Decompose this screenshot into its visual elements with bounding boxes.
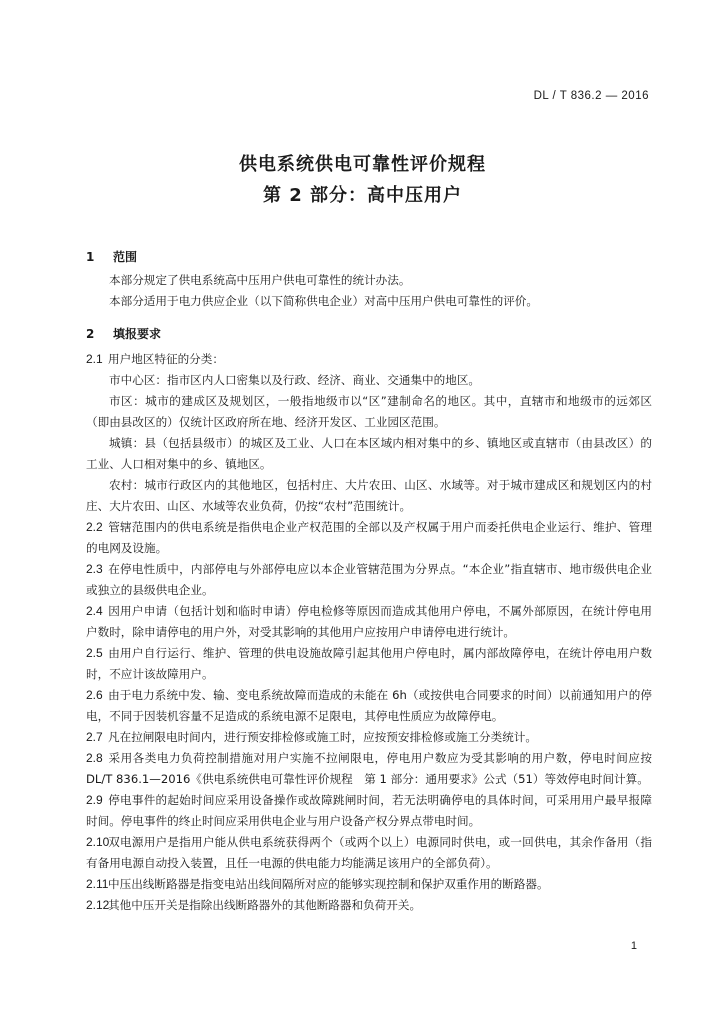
clause-subparagraph: 农村：城市行政区内的其他地区，包括村庄、大片农田、山区、水域等。对于城市建成区和规划区内的村庄、大片农田、山区、水域等农业负荷，仍按“农村”范围统计。	[86, 478, 652, 513]
document-subtitle: 第 2 部分：高中压用户	[262, 185, 463, 206]
clause-number: 2.7	[86, 730, 103, 744]
clause-text: 在停电性质中，内部停电与外部停电应以本企业管辖范围为分界点。“本企业”指直辖市、地市级供电企业或独立的县级供电企业。	[86, 562, 652, 597]
clause-number: 2.4	[86, 604, 103, 618]
clause-text: 双电源用户是指用户能从供电系统获得两个（或两个以上）电源同时供电，或一回供电，其余作备用（指有备用电源自动投入装置，且任一电源的供电能力均能满足该用户的全部负荷）。	[86, 835, 652, 870]
clause	[86, 832, 652, 874]
clause	[86, 748, 652, 790]
clause	[86, 601, 652, 643]
document-title: 供电系统供电可靠性评价规程	[239, 154, 486, 175]
clause	[86, 895, 652, 916]
clause-number: 2.10	[86, 835, 110, 849]
clause	[86, 559, 652, 601]
section-1-heading	[86, 248, 137, 265]
clause	[86, 685, 652, 727]
clause-text: 由于电力系统中发、输、变电系统故障而造成的未能在 6h（或按供电合同要求的时间）以前通知用户的停电，不同于因装机容量不足造成的系统电源不足限电，其停电性质应为故障停电。	[86, 688, 652, 723]
section-number: 2	[86, 327, 95, 341]
clause-text: 凡在拉闸限电时间内，进行预安排检修或施工时，应按预安排检修或施工分类统计。	[108, 730, 537, 744]
section-1-body	[86, 270, 652, 312]
clause	[86, 517, 652, 559]
standard-code: DL / T 836.2 — 2016	[533, 90, 649, 102]
clause-text: 因用户申请（包括计划和临时申请）停电检修等原因而造成其他用户停电，不属外部原因，在统计停电用户数时，除申请停电的用户外，对受其影响的其他用户应按用户申请停电进行统计。	[86, 604, 652, 639]
clause-subparagraph: 市中心区：指市区内人口密集以及行政、经济、商业、交通集中的地区。	[109, 373, 481, 387]
clause-text: 由用户自行运行、维护、管理的供电设施故障引起其他用户停电时，属内部故障停电，在统计停电用户数时，不应计该故障用户。	[86, 646, 652, 681]
clause-text: 中压出线断路器是指变电站出线间隔所对应的能够实现控制和保护双重作用的断路器。	[108, 877, 549, 891]
clause	[86, 643, 652, 685]
paragraph: 本部分规定了供电系统高中压用户供电可靠性的统计办法。	[109, 273, 411, 287]
section-2-heading	[86, 325, 161, 342]
clause	[86, 727, 652, 748]
clause-subparagraph: 城镇：县（包括县级市）的城区及工业、人口在本区域内相对集中的乡、镇地区或直辖市（由县改区）的工业、人口相对集中的乡、镇地区。	[86, 436, 652, 471]
clause-number: 2.1	[86, 352, 103, 366]
clause-number: 2.9	[86, 793, 103, 807]
section-number: 1	[86, 250, 95, 264]
clause-text: 采用各类电力负荷控制措施对用户实施不拉闸限电，停电用户数应为受其影响的用户数，停电时间应按 DL/T 836.1—2016《供电系统供电可靠性评价规程 第 1 部分：通用要求》公式（51）等效停电时间计算。	[86, 751, 652, 786]
clause-number: 2.2	[86, 520, 103, 534]
clause	[86, 874, 652, 895]
page-number: 1	[630, 940, 637, 952]
section-title: 填报要求	[113, 327, 162, 341]
clause-text: 管辖范围内的供电系统是指供电企业产权范围的全部以及产权属于用户而委托供电企业运行、维护、管理的电网及设施。	[86, 520, 652, 555]
clause-number: 2.5	[86, 646, 103, 660]
clause-number: 2.11	[86, 877, 109, 891]
clause-text: 用户地区特征的分类：	[108, 352, 224, 366]
clause-text: 停电事件的起始时间应采用设备操作或故障跳闸时间，若无法明确停电的具体时间，可采用用户最早报障时间。停电事件的终止时间应采用供电企业与用户设备产权分界点带电时间。	[86, 793, 652, 828]
section-2-body	[86, 349, 652, 916]
clause-number: 2.12	[86, 898, 110, 912]
clause-subparagraph: 市区：城市的建成区及规划区，一般指地级市以“区”建制命名的地区。其中，直辖市和地级市的远郊区（即由县改区的）仅统计区政府所在地、经济开发区、工业园区范围。	[86, 394, 652, 429]
clause	[86, 790, 652, 832]
clause-number: 2.8	[86, 751, 103, 765]
paragraph: 本部分适用于电力供应企业（以下简称供电企业）对高中压用户供电可靠性的评价。	[109, 294, 538, 308]
clause-text: 其他中压开关是指除出线断路器外的其他断路器和负荷开关。	[108, 898, 422, 912]
clause-number: 2.3	[86, 562, 103, 576]
clause	[86, 349, 652, 370]
section-title: 范围	[113, 250, 138, 264]
clause-number: 2.6	[86, 688, 103, 702]
